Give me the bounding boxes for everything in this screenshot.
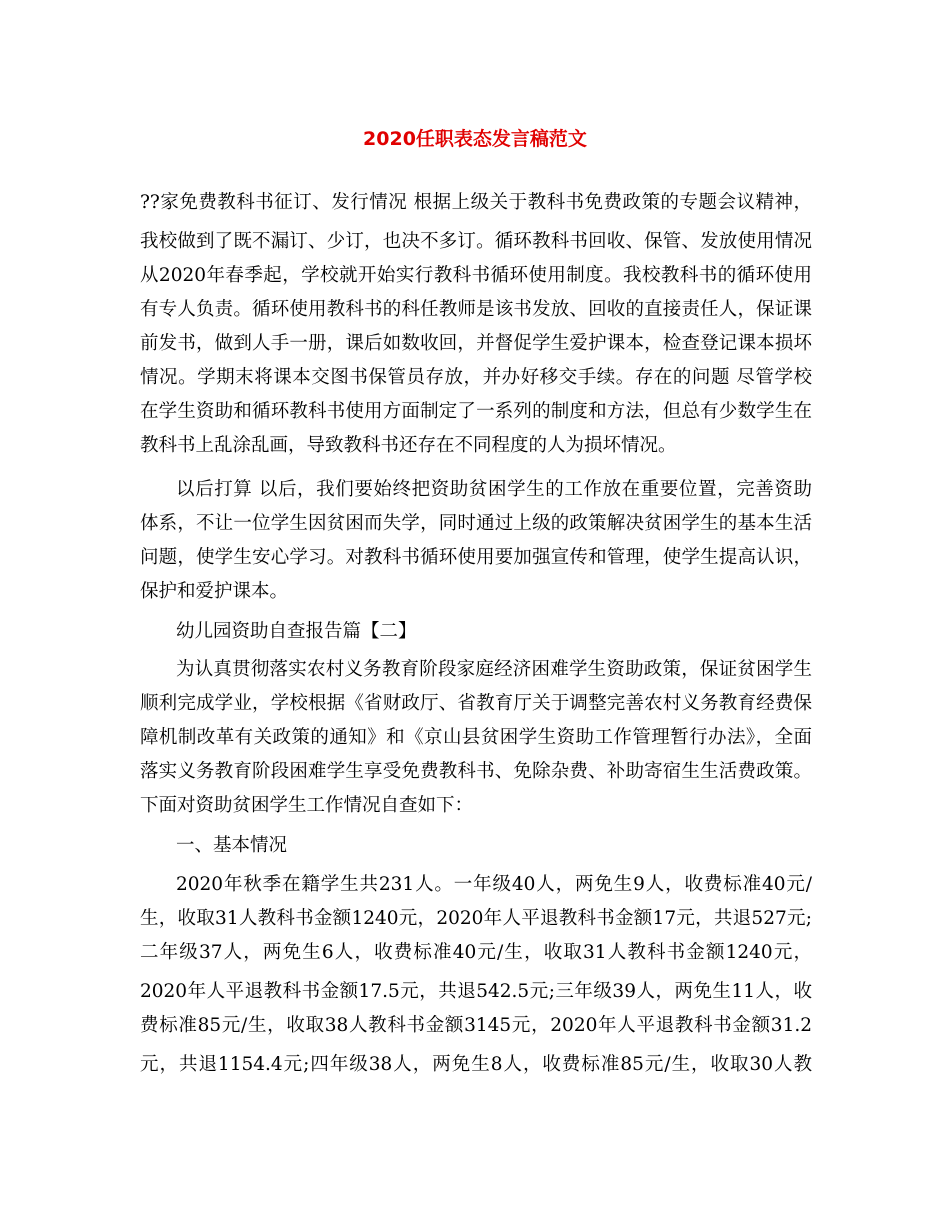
text-line: 有专人负责。循环使用教科书的科任教师是该书发放、回收的直接责任人，保证课 [140, 299, 812, 320]
document-title: 2020任职表态发言稿范文 [363, 128, 587, 150]
text-line: 保护和爱护课本。 [140, 581, 289, 602]
text-line: 我校做到了既不漏订、少订，也决不多订。循环教科书回收、保管、发放使用情况 [140, 231, 812, 252]
text-line: 费标准85元/生，收取38人教科书金额3145元，2020年人平退教科书金额31.2 [140, 1015, 812, 1036]
text-line: 为认真贯彻落实农村义务教育阶段家庭经济困难学生资助政策，保证贫困学生 [176, 659, 812, 680]
text-line: 教科书上乱涂乱画，导致教科书还存在不同程度的人为损坏情况。 [140, 435, 677, 456]
text-line: 体系，不让一位学生因贫困而失学，同时通过上级的政策解决贫困学生的基本生活 [140, 513, 812, 534]
text-line: 在学生资助和循环教科书使用方面制定了一系列的制度和方法，但总有少数学生在 [140, 401, 812, 422]
text-line: 下面对资助贫困学生工作情况自查如下： [140, 795, 474, 816]
section-heading: 一、基本情况 [176, 835, 288, 856]
text-line: 生，收取31人教科书金额1240元，2020年人平退教科书金额17元，共退527元; [140, 908, 812, 929]
text-line: 问题，使学生安心学习。对教科书循环使用要加强宣传和管理，使学生提高认识， [140, 547, 812, 568]
section-heading: 幼儿园资助自查报告篇【二】 [176, 621, 417, 642]
text-line: ??家免费教科书征订、发行情况 根据上级关于教科书免费政策的专题会议精神， [140, 192, 812, 213]
text-line: 2020年秋季在籍学生共231人。一年级40人，两免生9人，收费标准40元/ [176, 874, 812, 895]
text-line: 前发书，做到人手一册，课后如数收回，并督促学生爱护课本，检查登记课本损坏 [140, 333, 812, 354]
text-line: 元，共退1154.4元;四年级38人，两免生8人，收费标准85元/生，收取30人教 [140, 1054, 812, 1075]
text-line: 2020年人平退教科书金额17.5元，共退542.5元;三年级39人，两免生11人，收 [140, 981, 812, 1002]
text-line: 障机制改革有关政策的通知》和《京山县贫困学生资助工作管理暂行办法》，全面 [140, 727, 812, 748]
text-line: 从2020年春季起，学校就开始实行教科书循环使用制度。我校教科书的循环使用 [140, 265, 812, 286]
text-line: 二年级37人，两免生6人，收费标准40元/生，收取31人教科书金额1240元， [140, 942, 812, 963]
text-line: 情况。学期末将课本交图书保管员存放，并办好移交手续。存在的问题 尽管学校 [140, 367, 812, 388]
text-line: 顺利完成学业，学校根据《省财政厅、省教育厅关于调整完善农村义务教育经费保 [140, 693, 812, 714]
text-line: 落实义务教育阶段困难学生享受免费教科书、免除杂费、补助寄宿生生活费政策。 [140, 761, 812, 782]
text-line: 以后打算 以后，我们要始终把资助贫困学生的工作放在重要位置，完善资助 [176, 479, 812, 500]
